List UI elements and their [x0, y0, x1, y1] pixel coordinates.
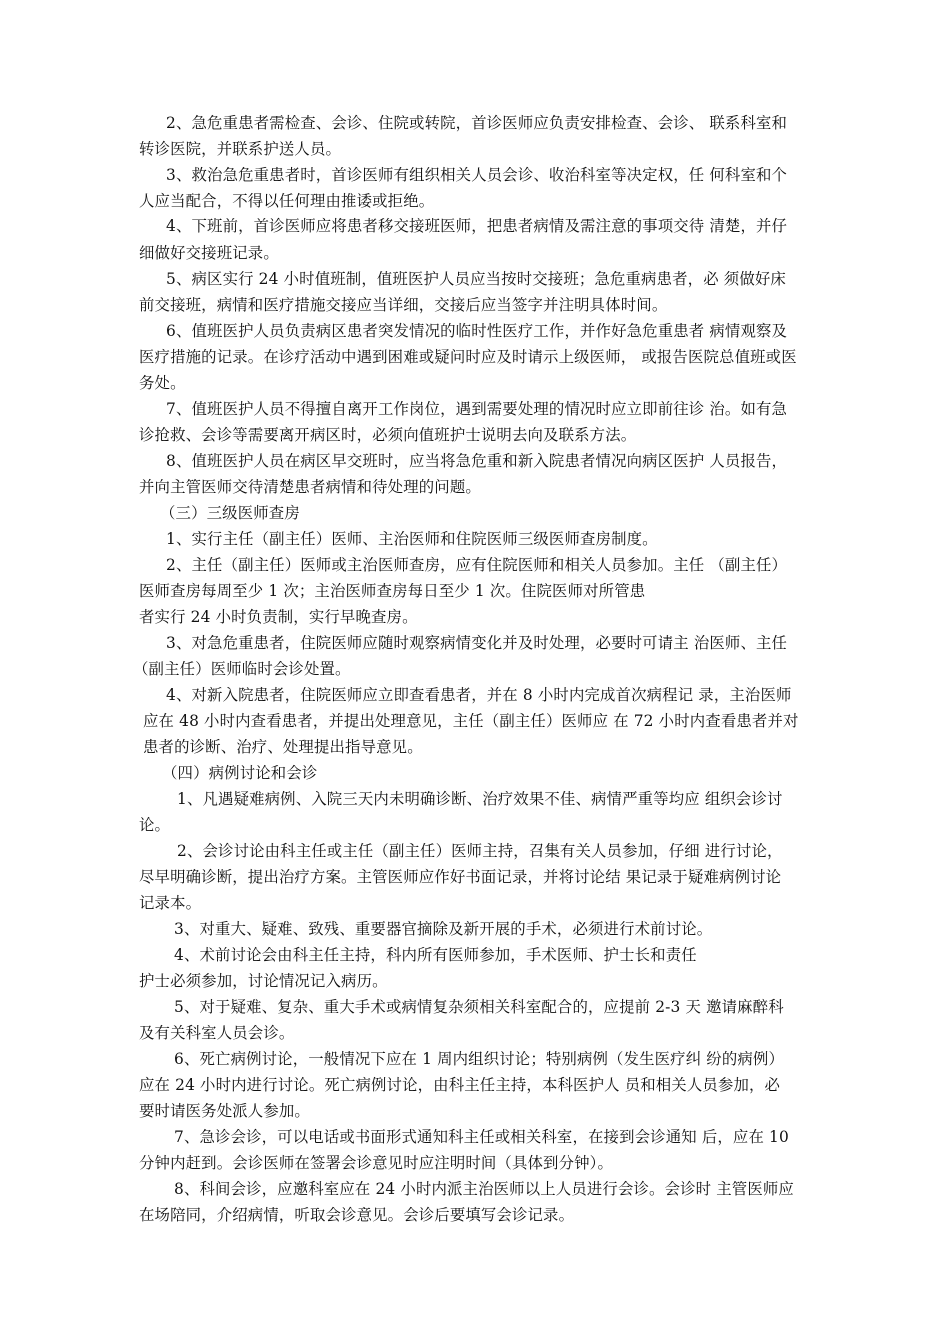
text-line: 及有关科室人员会诊。: [139, 1024, 295, 1042]
text-line: 5、对于疑难、复杂、重大手术或病情复杂须相关科室配合的，应提前 2-3 天 邀请麻醉科: [174, 998, 784, 1016]
text-line: 8、值班医护人员在病区早交班时，应当将急危重和新入院患者情况向病区医护 人员报告，: [166, 452, 788, 470]
text-line: 细做好交接班记录。: [139, 244, 279, 262]
text-line: 6、死亡病例讨论，一般情况下应在 1 周内组织讨论；特别病例（发生医疗纠 纷的病例）: [174, 1050, 785, 1068]
text-line: 3、对重大、疑难、致残、重要器官摘除及新开展的手术，必须进行术前讨论。: [174, 920, 713, 938]
text-line: 7、值班医护人员不得擅自离开工作岗位，遇到需要处理的情况时应立即前往诊 治。如有急: [166, 400, 788, 418]
text-line: 医师查房每周至少 1 次；主治医师查房每日至少 1 次。住院医师对所管患: [139, 582, 646, 600]
text-line: 转诊医院，并联系护送人员。: [139, 140, 342, 158]
text-line: 2、会诊讨论由科主任或主任（副主任）医师主持，召集有关人员参加，仔细 进行讨论，: [177, 842, 783, 860]
text-line: 3、对急危重患者，住院医师应随时观察病情变化并及时处理，必要时可请主 治医师、主任: [166, 634, 788, 652]
text-line: 应在 48 小时内查看患者，并提出处理意见，主任（副主任）医师应 在 72 小时内查看患者并对: [143, 712, 799, 730]
text-line: 8、科间会诊，应邀科室应在 24 小时内派主治医师以上人员进行会诊。会诊时 主管医师应: [174, 1180, 794, 1198]
text-line: 5、病区实行 24 小时值班制，值班医护人员应当按时交接班；急危重病患者，必 须做好床: [166, 270, 786, 288]
text-line: 2、急危重患者需检查、会诊、住院或转院，首诊医师应负责安排检查、会诊、 联系科室和: [166, 114, 788, 132]
text-line: 医疗措施的记录。在诊疗活动中遇到困难或疑问时应及时请示上级医师， 或报告医院总值班或医: [139, 348, 797, 366]
text-line: 人应当配合，不得以任何理由推诿或拒绝。: [139, 192, 435, 210]
text-line: 4、下班前，首诊医师应将患者移交接班医师，把患者病情及需注意的事项交待 清楚，并仔: [166, 217, 788, 235]
text-line: 3、救治急危重患者时，首诊医师有组织相关人员会诊、收治科室等决定权，任 何科室和个: [166, 166, 788, 184]
text-line: 者实行 24 小时负责制，实行早晚查房。: [139, 608, 418, 626]
text-line: 应在 24 小时内进行讨论。死亡病例讨论，由科主任主持，本科医护人 员和相关人员参加，必: [139, 1076, 781, 1094]
text-line: 6、值班医护人员负责病区患者突发情况的临时性医疗工作，并作好急危重患者 病情观察及: [166, 322, 788, 340]
text-line: 论。: [139, 816, 171, 834]
section-heading: （四）病例讨论和会诊: [162, 764, 318, 782]
text-line: 2、主任（副主任）医师或主治医师查房，应有住院医师和相关人员参加。主任 （副主任）: [166, 556, 788, 574]
text-line: 4、对新入院患者，住院医师应立即查看患者，并在 8 小时内完成首次病程记 录，主治医师: [166, 686, 792, 704]
text-line: 护士必须参加，讨论情况记入病历。: [139, 972, 388, 990]
text-line: 4、术前讨论会由科主任主持，科内所有医师参加，手术医师、护士长和责任: [174, 946, 697, 964]
text-line: 患者的诊断、治疗、处理提出指导意见。: [143, 738, 423, 756]
text-line: 前交接班，病情和医疗措施交接应当详细，交接后应当签字并注明具体时间。: [139, 296, 668, 314]
text-line: 在场陪同，介绍病情，听取会诊意见。会诊后要填写会诊记录。: [139, 1206, 575, 1224]
text-line: 要时请医务处派人参加。: [139, 1102, 310, 1120]
text-line: （副主任）医师临时会诊处置。: [133, 660, 351, 678]
text-line: 务处。: [139, 374, 186, 392]
text-line: 并向主管医师交待清楚患者病情和待处理的问题。: [139, 478, 481, 496]
text-line: 7、急诊会诊，可以电话或书面形式通知科主任或相关科室，在接到会诊通知 后，应在 10: [174, 1128, 789, 1146]
text-line: 记录本。: [139, 894, 202, 912]
text-line: 诊抢救、会诊等需要离开病区时，必须向值班护士说明去向及联系方法。: [139, 426, 637, 444]
text-line: 1、实行主任（副主任）医师、主治医师和住院医师三级医师查房制度。: [166, 530, 658, 548]
text-line: 分钟内赶到。会诊医师在签署会诊意见时应注明时间（具体到分钟）。: [139, 1154, 614, 1172]
text-line: 1、凡遇疑难病例、入院三天内未明确诊断、治疗效果不佳、病情严重等均应 组织会诊讨: [177, 790, 783, 808]
section-heading: （三）三级医师查房: [160, 504, 300, 522]
text-line: 尽早明确诊断，提出治疗方案。主管医师应作好书面记录，并将讨论结 果记录于疑难病例讨论: [139, 868, 782, 886]
